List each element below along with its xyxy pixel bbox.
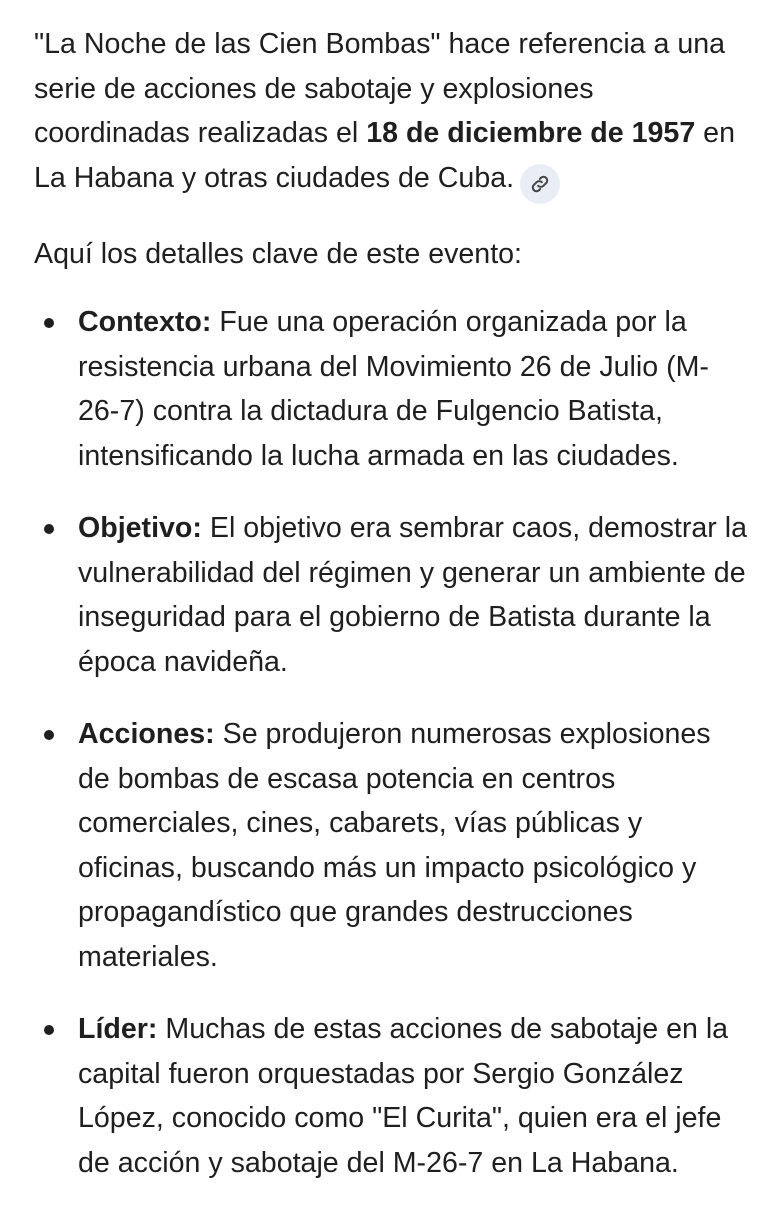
- list-item-lider: [34, 1007, 748, 1185]
- intro-text-before: "La Noche de las Cien Bombas" hace referencia a una serie de acciones de sabotaje y explosiones coordinadas realizadas el: [34, 28, 726, 149]
- bullet: [44, 1025, 54, 1035]
- bullet: [44, 730, 54, 740]
- list-item-objetivo: [34, 506, 748, 684]
- item-term: Objetivo:: [78, 512, 202, 544]
- link-icon: [529, 173, 551, 195]
- item-term: Acciones:: [78, 718, 215, 750]
- source-link-button[interactable]: [520, 164, 560, 204]
- list-item-contexto: [34, 300, 748, 478]
- intro-date: 18 de diciembre de 1957: [366, 117, 696, 149]
- list-item-acciones: [34, 712, 748, 979]
- response-content: [34, 22, 748, 1213]
- intro-paragraph: [34, 22, 748, 204]
- bullet: [44, 524, 54, 534]
- details-list: [34, 300, 748, 1185]
- bullet: [44, 318, 54, 328]
- item-text: Muchas de estas acciones de sabotaje en la capital fueron orquestadas por Sergio González López, conocido como "El Curita", quien era el jefe de acción y sabotaje del M-26-7 en La Habana.: [78, 1013, 729, 1179]
- item-term: Contexto:: [78, 306, 212, 338]
- item-text: Fue una operación organizada por la resistencia urbana del Movimiento 26 de Julio (M-26-7) contra la dictadura de Fulgencio Batista, intensificando la lucha armada en las ciudades.: [78, 306, 709, 472]
- lead-paragraph: Aquí los detalles clave de este evento:: [34, 237, 522, 270]
- item-term: Líder:: [78, 1013, 158, 1045]
- intro-text-after: en La Habana y otras ciudades de Cuba.: [34, 117, 735, 194]
- item-text: El objetivo era sembrar caos, demostrar la vulnerabilidad del régimen y generar un ambiente de inseguridad para el gobierno de Batista durante la época navideña.: [78, 512, 748, 678]
- item-text: Se produjeron numerosas explosiones de bombas de escasa potencia en centros comerciales, cines, cabarets, vías públicas y oficinas, buscando más un impacto psicológico y propagandístico que grandes destrucciones materiales.: [78, 718, 711, 973]
